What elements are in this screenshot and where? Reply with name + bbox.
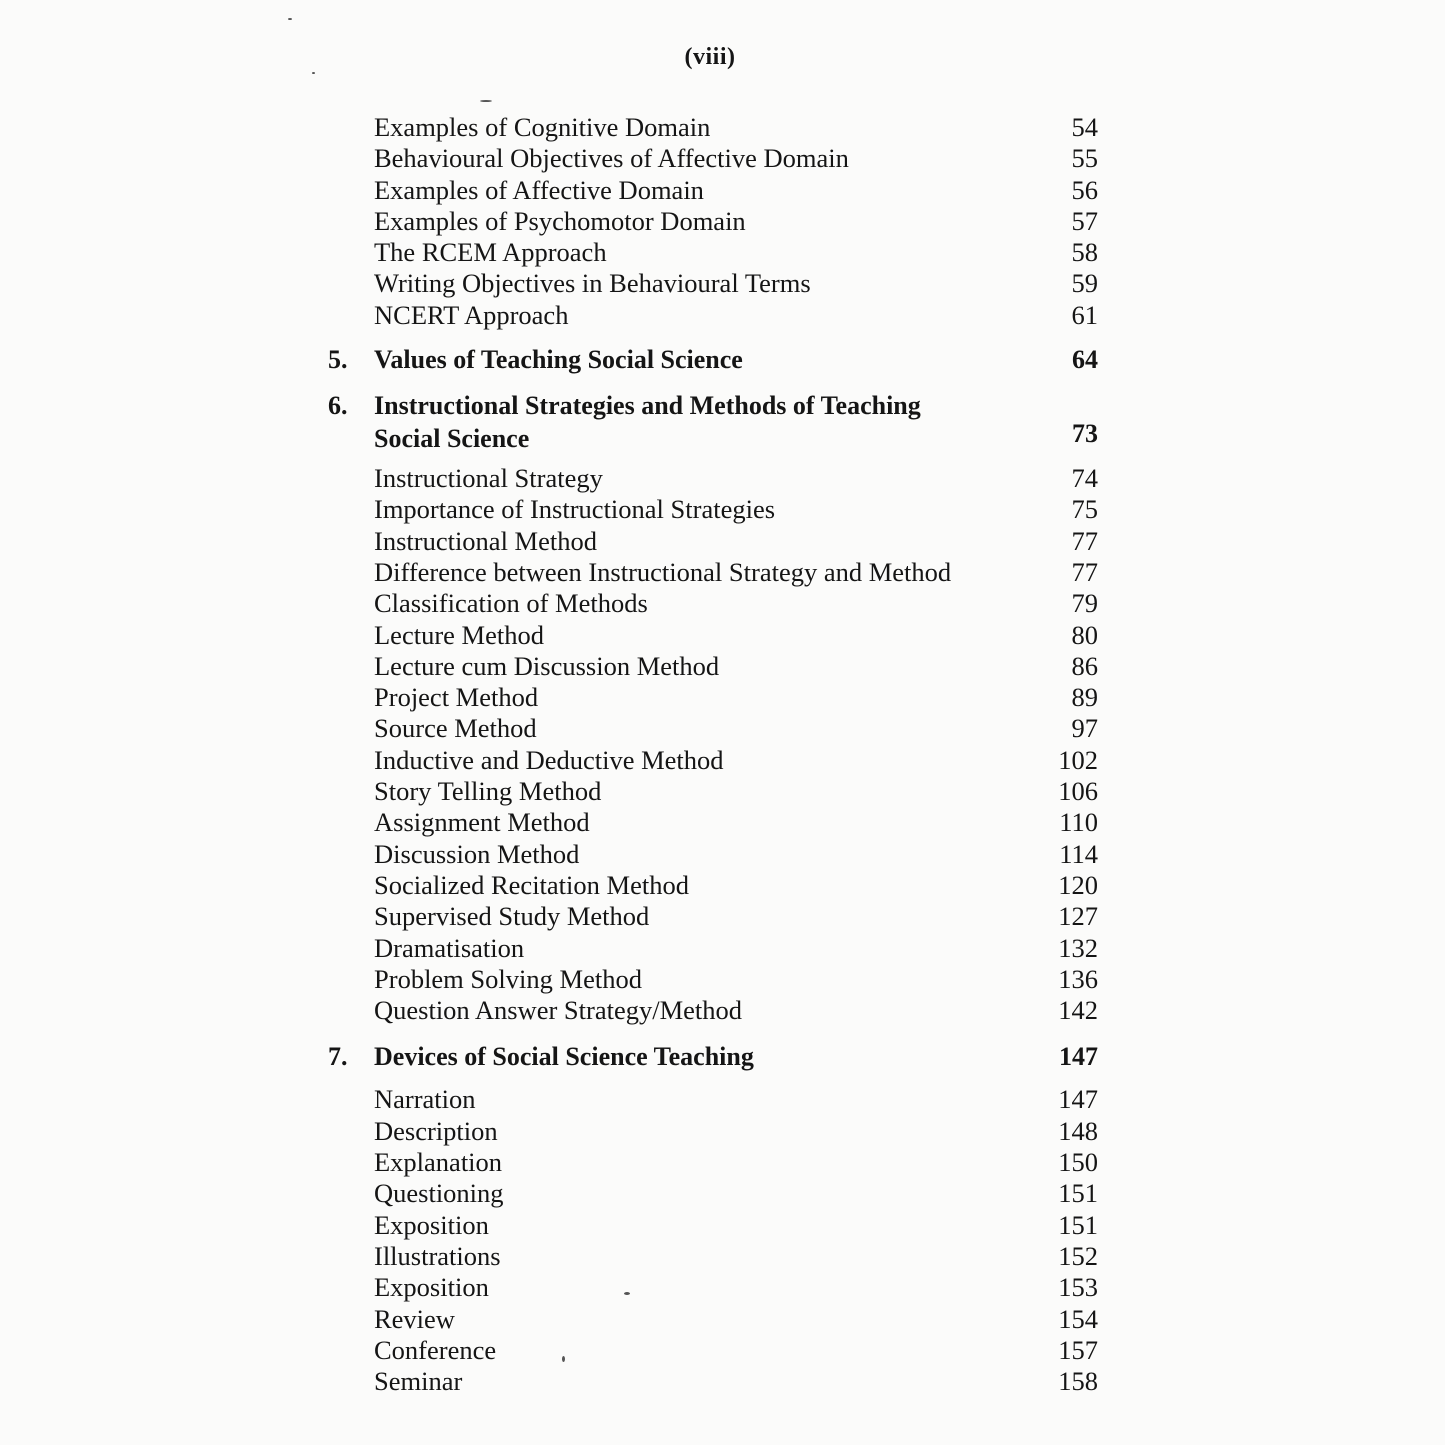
chapter-number: 7. xyxy=(328,1042,348,1072)
toc-entry-page: 86 xyxy=(1071,650,1098,681)
chapter-7-entries xyxy=(328,1084,1108,1397)
toc-entry xyxy=(328,206,1108,237)
toc-entry-title: Source Method xyxy=(374,713,537,744)
toc-entry xyxy=(328,175,1108,206)
toc-entry-title: Inductive and Deductive Method xyxy=(374,744,724,775)
toc-entry-page: 74 xyxy=(1071,463,1098,494)
toc-entry-title: Narration xyxy=(374,1084,476,1115)
toc-entry-page: 61 xyxy=(1071,299,1098,330)
toc-entry xyxy=(328,839,1108,870)
scan-speck xyxy=(480,100,492,102)
toc-entry-title: Examples of Cognitive Domain xyxy=(374,112,711,142)
toc-entry-title: Writing Objectives in Behavioural Terms xyxy=(374,268,811,299)
page-number: (viii) xyxy=(684,44,736,70)
toc-entry-title: Dramatisation xyxy=(374,932,525,963)
scan-speck xyxy=(562,1356,565,1362)
toc-entry-page: 114 xyxy=(1059,838,1098,869)
toc-entry-title: Importance of Instructional Strategies xyxy=(374,494,776,525)
toc-entry xyxy=(328,995,1108,1026)
table-of-contents xyxy=(328,112,1108,1397)
toc-entry xyxy=(328,745,1108,776)
toc-entry-title: Exposition xyxy=(374,1272,489,1303)
toc-entry-page: 55 xyxy=(1071,143,1098,174)
toc-entry-title: Description xyxy=(374,1115,498,1146)
toc-entry-page: 59 xyxy=(1071,268,1098,299)
toc-entry xyxy=(328,143,1108,174)
toc-entry-title: The RCEM Approach xyxy=(374,237,607,268)
chapter-7-heading xyxy=(328,1040,1108,1074)
toc-entry-page: 142 xyxy=(1058,995,1098,1026)
toc-entry-title: Project Method xyxy=(374,682,539,713)
scan-speck xyxy=(312,72,315,74)
toc-entry xyxy=(328,620,1108,651)
toc-entry xyxy=(328,933,1108,964)
toc-entry-page: 120 xyxy=(1058,869,1098,900)
toc-entry-page: 89 xyxy=(1071,682,1098,713)
toc-entry-page: 80 xyxy=(1071,619,1098,650)
toc-entry-page: 154 xyxy=(1058,1303,1098,1334)
toc-entry xyxy=(328,1366,1108,1397)
toc-entry-title: Question Answer Strategy/Method xyxy=(374,995,743,1026)
chapter-title-line-1: Instructional Strategies and Methods of Teaching xyxy=(374,391,921,421)
toc-entry-title: Supervised Study Method xyxy=(374,901,650,932)
chapter-page: 147 xyxy=(1059,1042,1098,1072)
toc-entry xyxy=(328,1304,1108,1335)
toc-entry xyxy=(328,237,1108,268)
toc-entry-title: NCERT Approach xyxy=(374,299,569,330)
toc-entry-title: Instructional Strategy xyxy=(374,463,603,494)
toc-entry-title: Conference xyxy=(374,1334,497,1365)
toc-entry-page: 77 xyxy=(1071,525,1098,556)
toc-entry-title: Socialized Recitation Method xyxy=(374,869,689,900)
toc-entry-title: Discussion Method xyxy=(374,838,580,869)
toc-entry-title: Seminar xyxy=(374,1366,463,1397)
toc-entry-title: Lecture cum Discussion Method xyxy=(374,650,720,681)
chapter-4-entries xyxy=(328,112,1108,331)
toc-entry-title: Lecture Method xyxy=(374,619,544,650)
toc-entry-page: 157 xyxy=(1058,1334,1098,1365)
scan-speck xyxy=(288,18,292,20)
chapter-page: 73 xyxy=(1072,419,1098,449)
toc-entry xyxy=(328,1335,1108,1366)
toc-entry-page: 158 xyxy=(1058,1366,1098,1397)
toc-entry-page: 153 xyxy=(1058,1272,1098,1303)
toc-entry xyxy=(328,1178,1108,1209)
toc-entry-page: 152 xyxy=(1058,1240,1098,1271)
toc-entry-page: 102 xyxy=(1058,744,1098,775)
chapter-title: Values of Teaching Social Science xyxy=(374,345,743,375)
toc-entry-page: 97 xyxy=(1071,713,1098,744)
toc-entry xyxy=(328,1272,1108,1303)
chapter-page: 64 xyxy=(1072,345,1098,375)
toc-entry xyxy=(328,268,1108,299)
toc-entry-title: Explanation xyxy=(374,1147,503,1178)
toc-entry-page: 56 xyxy=(1071,174,1098,205)
toc-entry-page: 75 xyxy=(1071,494,1098,525)
toc-entry xyxy=(328,682,1108,713)
toc-entry-title: Problem Solving Method xyxy=(374,963,642,994)
toc-entry xyxy=(328,1210,1108,1241)
chapter-5-heading xyxy=(328,343,1108,377)
toc-entry-page: 136 xyxy=(1058,963,1098,994)
toc-entry xyxy=(328,588,1108,619)
toc-entry xyxy=(328,901,1108,932)
toc-entry xyxy=(328,463,1108,494)
toc-entry xyxy=(328,964,1108,995)
toc-entry-title: Review xyxy=(374,1303,455,1334)
toc-entry xyxy=(328,112,1108,143)
toc-entry xyxy=(328,776,1108,807)
toc-entry-page: 132 xyxy=(1058,932,1098,963)
toc-entry-title: Difference between Instructional Strategy and Method xyxy=(374,556,952,587)
toc-entry-page: 106 xyxy=(1058,776,1098,807)
toc-entry-title: Exposition xyxy=(374,1209,489,1240)
toc-entry-title: Illustrations xyxy=(374,1240,501,1271)
toc-entry-page: 151 xyxy=(1058,1209,1098,1240)
toc-entry xyxy=(328,870,1108,901)
toc-entry-title: Story Telling Method xyxy=(374,776,602,807)
toc-entry-page: 147 xyxy=(1058,1084,1098,1115)
scan-speck xyxy=(624,1292,630,1295)
toc-entry xyxy=(328,494,1108,525)
toc-entry-title: Assignment Method xyxy=(374,807,590,838)
toc-entry-title: Classification of Methods xyxy=(374,588,648,619)
toc-entry-title: Questioning xyxy=(374,1178,504,1209)
toc-entry xyxy=(328,1084,1108,1115)
toc-entry xyxy=(328,557,1108,588)
toc-entry xyxy=(328,1147,1108,1178)
chapter-6-entries xyxy=(328,463,1108,1026)
toc-entry-page: 57 xyxy=(1071,205,1098,236)
chapter-number: 6. xyxy=(328,391,348,421)
chapter-6-heading xyxy=(328,389,1108,455)
toc-entry-page: 58 xyxy=(1071,237,1098,268)
toc-entry-title: Instructional Method xyxy=(374,525,597,556)
chapter-title: Devices of Social Science Teaching xyxy=(374,1042,754,1072)
toc-entry xyxy=(328,713,1108,744)
chapter-number: 5. xyxy=(328,345,348,375)
toc-entry xyxy=(328,1116,1108,1147)
toc-entry xyxy=(328,1241,1108,1272)
toc-entry xyxy=(328,651,1108,682)
toc-entry-title: Behavioural Objectives of Affective Domain xyxy=(374,143,849,174)
toc-entry xyxy=(328,807,1108,838)
toc-entry xyxy=(328,526,1108,557)
toc-entry-page: 54 xyxy=(1071,112,1098,142)
toc-entry-page: 79 xyxy=(1071,588,1098,619)
toc-entry xyxy=(328,300,1108,331)
toc-entry-page: 151 xyxy=(1058,1178,1098,1209)
toc-entry-page: 150 xyxy=(1058,1147,1098,1178)
toc-entry-page: 77 xyxy=(1071,556,1098,587)
toc-entry-title: Examples of Affective Domain xyxy=(374,174,704,205)
chapter-title-line-2: Social Science xyxy=(374,424,530,454)
toc-entry-page: 110 xyxy=(1059,807,1098,838)
toc-entry-page: 127 xyxy=(1058,901,1098,932)
toc-entry-title: Examples of Psychomotor Domain xyxy=(374,205,746,236)
toc-entry-page: 148 xyxy=(1058,1115,1098,1146)
